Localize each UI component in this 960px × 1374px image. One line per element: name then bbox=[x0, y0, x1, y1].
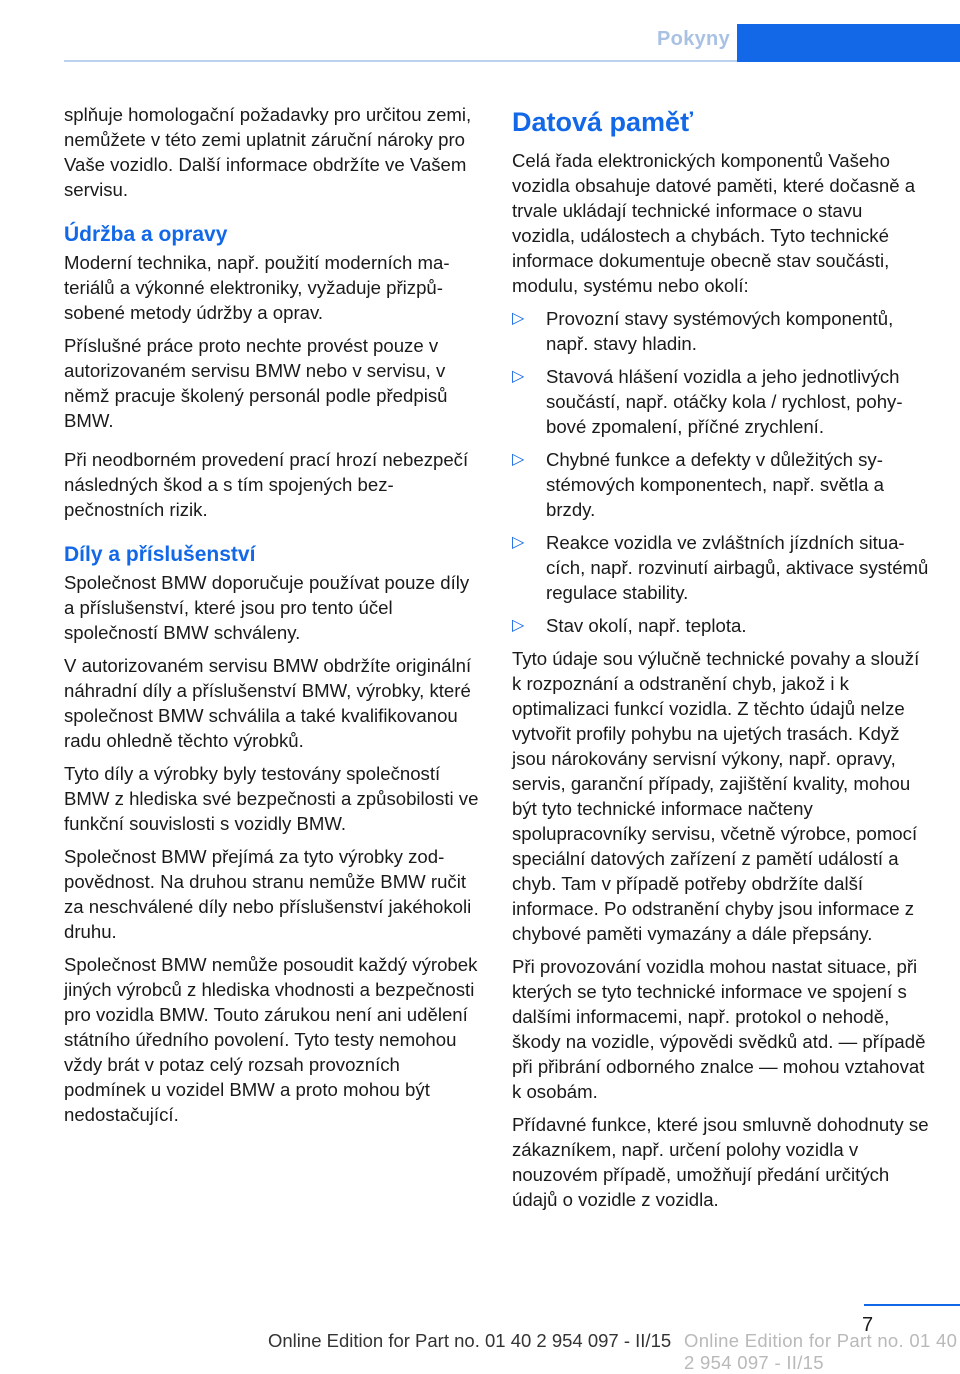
left-column bbox=[64, 102, 480, 1135]
data-memory-heading: Datová paměť bbox=[512, 107, 693, 137]
parts-paragraph: V autorizovaném servisu BMW obdržíte originální náhradní díly a příslušenství BMW, výrobky, které společnost BMW schválila a také kvalifikovanou radu ohledně těchto výrobků. bbox=[64, 655, 472, 751]
intro-paragraph: splňuje homologační požadavky pro určitou zemi, nemůžete v této zemi uplatnit záruční nároky pro Vaše vozidlo. Další informace obdržíte ve Vašem servisu. bbox=[64, 104, 472, 200]
data-memory-paragraph: Přídavné funkce, které jsou smluvně dohodnuty se zákazníkem, např. určení polohy vozidla v nouzovém případě, umožňují předání určitých údajů o vozidle z vozidla. bbox=[512, 1114, 929, 1210]
bullet-list bbox=[512, 306, 930, 638]
parts-paragraph: Společnost BMW přejímá za tyto výrobky zodpovědnost. Na druhou stranu nemůže BMW ručit za neschválené díly nebo příslušenství jakéhokoli druhu. bbox=[64, 846, 472, 942]
list-item: ▷ Stavová hlášení vozidla a jeho jednotlivých součástí, např. otáčky kola / rychlost, pohybové zpomalení, příčné zrychlení. bbox=[512, 366, 903, 437]
data-memory-paragraph: Tyto údaje sou výlučně technické povahy a slouží k rozpoznání a odstranění chyb, jakož i k optimalizaci funkcí vozidla. Z těchto údajů nelze vytvořit profily pohybu na ujetých trasách. Když jsou nárokovány servisní výkony, např. opravy, servis, garanční případy, zajištění kvality, mohou být tyto technické informace načteny spolupracovníky servisu, včetně výrobce, pomocí speciální datových zařízení z pamětí událostí a chyb. Tam v případě potřeby obdržíte další informace. Po odstranění chyby jsou informace z chybové paměti vymazány a dále přepsány. bbox=[512, 648, 920, 944]
triangle-bullet-icon: ▷ bbox=[512, 451, 525, 468]
triangle-bullet-icon: ▷ bbox=[512, 534, 525, 551]
maintenance-paragraph: Moderní technika, např. použití moderních materiálů a výkonné elektroniky, vyžaduje přizpůsobené metody údržby a oprav. bbox=[64, 252, 450, 323]
maintenance-paragraph: Příslušné práce proto nechte provést pouze v autorizovaném servisu BMW nebo v servisu, v němž pracuje školený personál podle předpisů BMW. bbox=[64, 335, 448, 431]
data-memory-paragraph: Při provozování vozidla mohou nastat situace, při kterých se tyto technické informace ve spojení s dalšími informacemi, např. protokol o nehodě, škody na vozidle, výpovědi svědků atd. — případě při přibrání odborného znalce — mohou vztahovat k osobám. bbox=[512, 956, 926, 1102]
parts-paragraph: Společnost BMW doporučuje používat pouze díly a příslušenství, které jsou pro tento účel společností BMW schváleny. bbox=[64, 572, 470, 643]
list-item: ▷ Reakce vozidla ve zvláštních jízdních situacích, např. rozvinutí airbagů, aktivace systémů regulace stability. bbox=[512, 532, 929, 603]
parts-paragraph: Tyto díly a výrobky byly testovány společností BMW z hlediska své bezpečnosti a způsobilosti ve funkční souvislosti s vozidly BMW. bbox=[64, 763, 479, 834]
triangle-bullet-icon: ▷ bbox=[512, 617, 525, 634]
parts-paragraph: Společnost BMW nemůže posoudit každý výrobek jiných výrobců z hlediska vhodnosti a bezpečnosti pro vozidla BMW. Touto zárukou není ani udělení státního úředního povolení. Tyto testy nemohou vždy brát v potaz celý rozsah provozních podmínek u vozidel BMW a proto mohou být nedostačující. bbox=[64, 954, 478, 1125]
triangle-bullet-icon: ▷ bbox=[512, 368, 525, 385]
list-item: ▷ Stav okolí, např. teplota. bbox=[512, 615, 747, 636]
data-memory-intro: Celá řada elektronických komponentů Vašeho vozidla obsahuje datové paměti, které dočasně a trvale ukládají technické informace o stavu vozidla, událostech a chybách. Tyto technické informace dokumentuje obecně stav součásti, modulu, systému nebo okolí: bbox=[512, 150, 916, 296]
footer-rule bbox=[864, 1304, 960, 1306]
section-label: Pokyny bbox=[657, 28, 730, 50]
maintenance-heading: Údržba a opravy bbox=[64, 223, 228, 246]
header-accent-block bbox=[737, 24, 960, 62]
triangle-bullet-icon: ▷ bbox=[512, 310, 525, 327]
footer-edition: Online Edition for Part no. 01 40 2 954 097 - II/15 bbox=[268, 1330, 672, 1351]
watermark: Online Edition for Part no. 01 40 2 954 097 - II/15 bbox=[684, 1330, 958, 1373]
page-number: 7 bbox=[862, 1314, 874, 1336]
right-column bbox=[512, 102, 930, 1220]
list-item: ▷ Provozní stavy systémových komponentů, např. stavy hladin. bbox=[512, 308, 894, 354]
maintenance-paragraph: Při neodborném provedení prací hrozí nebezpečí následných škod a s tím spojených bezpečnostních rizik. bbox=[64, 449, 469, 520]
list-item: ▷ Chybné funkce a defekty v důležitých systémových komponentech, např. světla a brzdy. bbox=[512, 449, 884, 520]
parts-heading: Díly a příslušenství bbox=[64, 543, 256, 566]
